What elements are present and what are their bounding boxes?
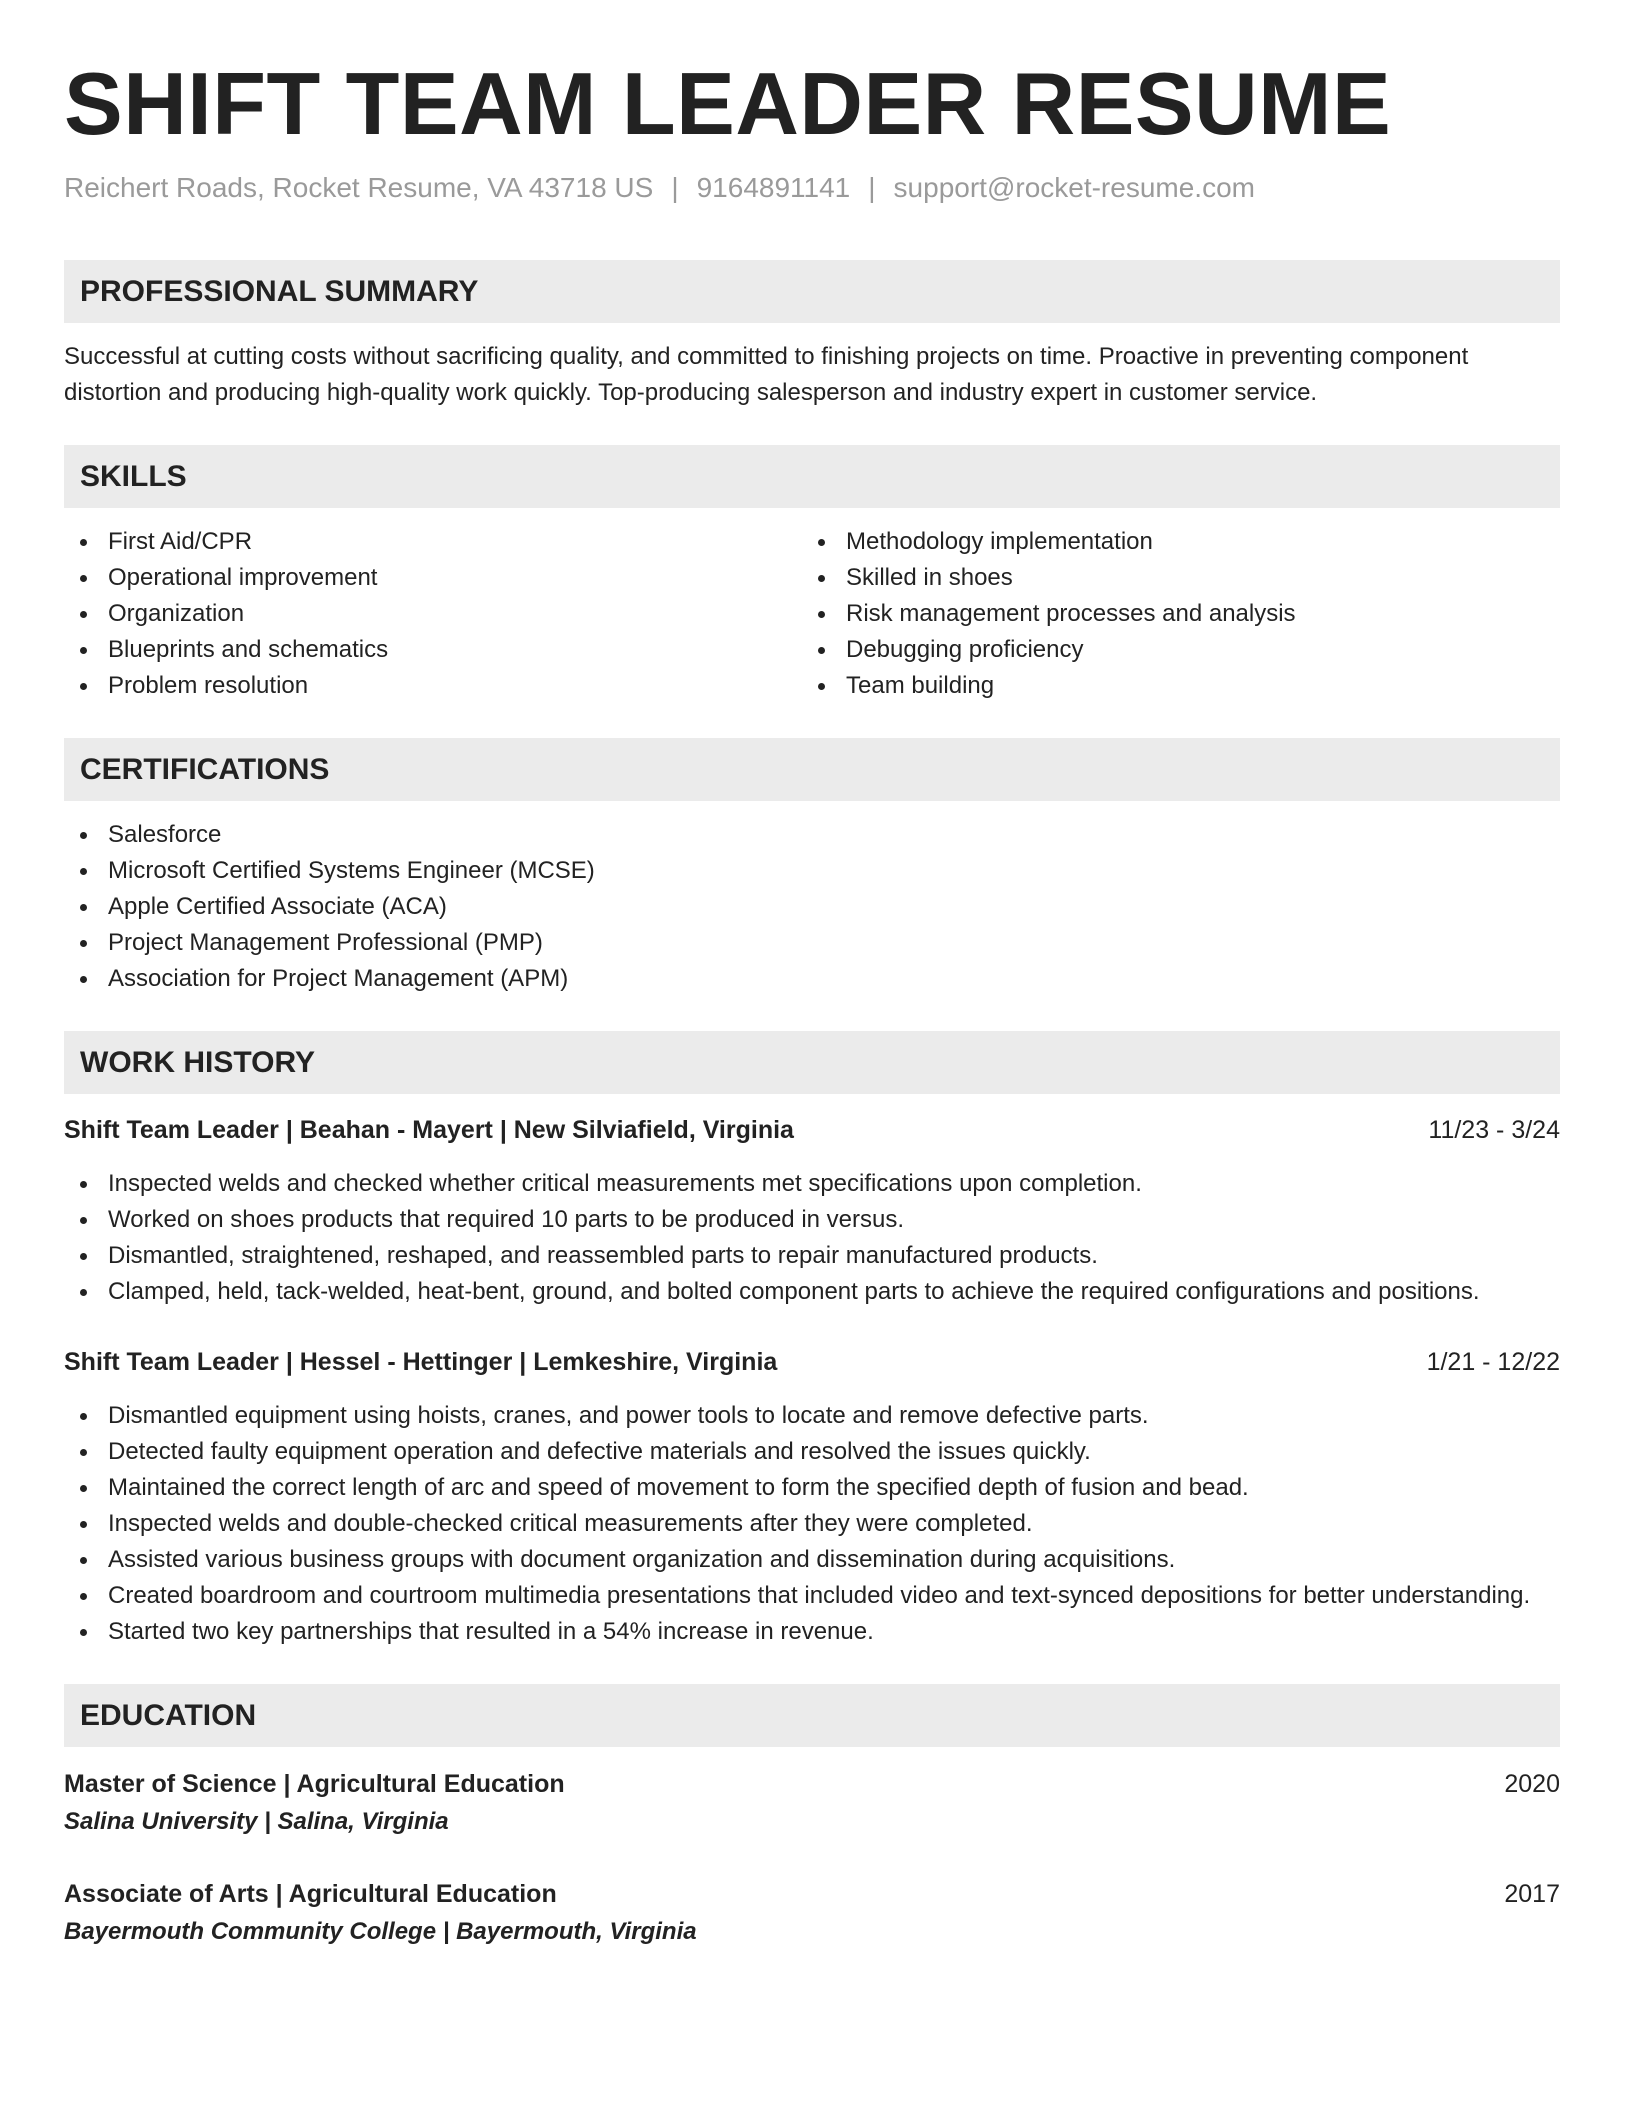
contact-address: Reichert Roads, Rocket Resume, VA 43718 US <box>64 172 654 203</box>
skill-item: Risk management processes and analysis <box>802 596 1540 632</box>
job-dates: 1/21 - 12/22 <box>1426 1348 1560 1376</box>
skill-item: First Aid/CPR <box>64 524 802 560</box>
section-header-certifications: CERTIFICATIONS <box>64 738 1560 801</box>
education-header <box>64 1765 1560 1803</box>
skills-list-right <box>802 524 1540 704</box>
skill-item: Operational improvement <box>64 560 802 596</box>
job-bullet: Dismantled, straightened, reshaped, and reassembled parts to repair manufactured products. <box>64 1238 1560 1274</box>
contact-separator: | <box>868 172 876 203</box>
job-bullet: Detected faulty equipment operation and defective materials and resolved the issues quickly. <box>64 1434 1560 1470</box>
resume-title: SHIFT TEAM LEADER RESUME <box>64 54 1392 153</box>
education-entry <box>64 1765 1560 1841</box>
certification-item: Microsoft Certified Systems Engineer (MCSE) <box>64 853 1560 889</box>
job-bullet: Worked on shoes products that required 10 parts to be produced in versus. <box>64 1202 1560 1238</box>
skill-item: Debugging proficiency <box>802 632 1540 668</box>
contact-line <box>64 170 1560 206</box>
section-header-work-history: WORK HISTORY <box>64 1031 1560 1094</box>
resume-page <box>64 52 1560 1951</box>
skill-item: Problem resolution <box>64 668 802 704</box>
job-bullet: Created boardroom and courtroom multimedia presentations that included video and text-synced depositions for better understanding. <box>64 1578 1560 1614</box>
job-bullets <box>64 1166 1560 1310</box>
certification-item: Association for Project Management (APM) <box>64 961 1560 997</box>
contact-separator: | <box>671 172 679 203</box>
education-degree: Associate of Arts | Agricultural Education <box>64 1880 557 1908</box>
job-bullet: Inspected welds and checked whether critical measurements met specifications upon completion. <box>64 1166 1560 1202</box>
summary-text: Successful at cutting costs without sacrificing quality, and committed to finishing projects on time. Proactive in preventing component distortion and producing high-quality work quickly. Top-producing salesperson and industry expert in customer service. <box>64 343 1469 406</box>
job-dates: 11/23 - 3/24 <box>1428 1116 1560 1144</box>
education-degree: Master of Science | Agricultural Education <box>64 1770 565 1798</box>
education-entry <box>64 1875 1560 1951</box>
section-header-summary: PROFESSIONAL SUMMARY <box>64 260 1560 323</box>
job-bullet: Dismantled equipment using hoists, cranes, and power tools to locate and remove defective parts. <box>64 1398 1560 1434</box>
job-header <box>64 1112 1560 1148</box>
section-header-skills: SKILLS <box>64 445 1560 508</box>
job-bullet: Maintained the correct length of arc and speed of movement to form the specified depth of fusion and bead. <box>64 1470 1560 1506</box>
job-title: Shift Team Leader | Hessel - Hettinger | Lemkeshire, Virginia <box>64 1348 778 1376</box>
education-header <box>64 1875 1560 1913</box>
job-bullet: Inspected welds and double-checked critical measurements after they were completed. <box>64 1506 1560 1542</box>
job-bullets <box>64 1398 1560 1650</box>
education-year: 2020 <box>1504 1770 1560 1798</box>
job-header <box>64 1344 1560 1380</box>
skills-grid <box>64 524 1560 704</box>
education-year: 2017 <box>1504 1880 1560 1908</box>
skill-item: Skilled in shoes <box>802 560 1540 596</box>
job-bullet: Started two key partnerships that resulted in a 54% increase in revenue. <box>64 1614 1560 1650</box>
job-bullet: Clamped, held, tack-welded, heat-bent, ground, and bolted component parts to achieve the required configurations and positions. <box>64 1274 1560 1310</box>
certification-item: Salesforce <box>64 817 1560 853</box>
contact-email[interactable]: support@rocket-resume.com <box>893 172 1255 203</box>
skill-item: Blueprints and schematics <box>64 632 802 668</box>
skill-item: Organization <box>64 596 802 632</box>
section-header-education: EDUCATION <box>64 1684 1560 1747</box>
skill-item: Team building <box>802 668 1540 704</box>
certifications-list <box>64 817 1560 997</box>
contact-phone: 9164891141 <box>696 172 851 203</box>
skill-item: Methodology implementation <box>802 524 1540 560</box>
job-title: Shift Team Leader | Beahan - Mayert | New Silviafield, Virginia <box>64 1116 794 1144</box>
education-school: Salina University | Salina, Virginia <box>64 1808 449 1835</box>
education-school: Bayermouth Community College | Bayermouth, Virginia <box>64 1918 697 1945</box>
certification-item: Apple Certified Associate (ACA) <box>64 889 1560 925</box>
certification-item: Project Management Professional (PMP) <box>64 925 1560 961</box>
job-bullet: Assisted various business groups with document organization and dissemination during acquisitions. <box>64 1542 1560 1578</box>
skills-list-left <box>64 524 802 704</box>
